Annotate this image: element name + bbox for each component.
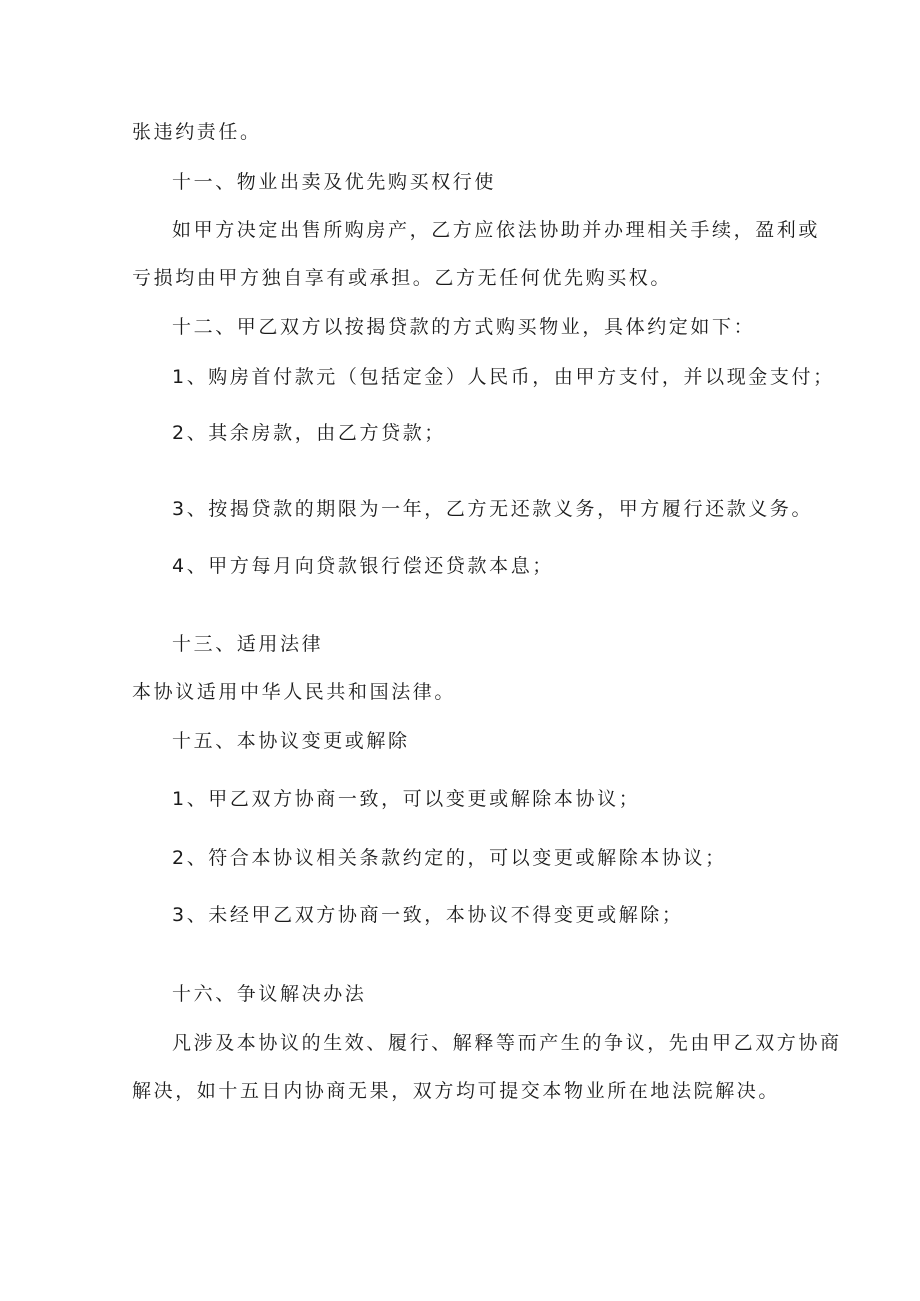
list-item-4: 4、甲方每月向贷款银行偿还贷款本息； [172, 555, 554, 577]
list-item-3: 3、未经甲乙双方协商一致，本协议不得变更或解除； [172, 904, 684, 926]
paragraph-line: 本协议适用中华人民共和国法律。 [132, 681, 457, 703]
list-item-2: 2、符合本协议相关条款约定的，可以变更或解除本协议； [172, 847, 727, 869]
list-item-2: 2、其余房款，由乙方贷款； [172, 422, 446, 444]
paragraph-line: 解决，如十五日内协商无果，双方均可提交本物业所在地法院解决。 [132, 1080, 781, 1102]
section-heading-15: 十五、本协议变更或解除 [172, 730, 410, 752]
list-item-1: 1、甲乙双方协商一致，可以变更或解除本协议； [172, 788, 641, 810]
section-heading-11: 十一、物业出卖及优先购买权行使 [172, 171, 497, 193]
section-heading-16: 十六、争议解决办法 [172, 983, 367, 1005]
text-line-continuation: 张违约责任。 [132, 121, 262, 143]
paragraph-line: 亏损均由甲方独自享有或承担。乙方无任何优先购买权。 [132, 267, 673, 289]
section-heading-13: 十三、适用法律 [172, 633, 324, 655]
section-heading-12: 十二、甲乙双方以按揭贷款的方式购买物业，具体约定如下： [172, 316, 756, 338]
list-item-3: 3、按揭贷款的期限为一年，乙方无还款义务，甲方履行还款义务。 [172, 498, 814, 520]
list-item-1: 1、购房首付款元（包括定金）人民币，由甲方支付，并以现金支付； [172, 366, 835, 388]
paragraph-line: 凡涉及本协议的生效、履行、解释等而产生的争议，先由甲乙双方协商 [172, 1032, 842, 1054]
paragraph-line: 如甲方决定出售所购房产，乙方应依法协助并办理相关手续，盈利或 [172, 219, 821, 241]
